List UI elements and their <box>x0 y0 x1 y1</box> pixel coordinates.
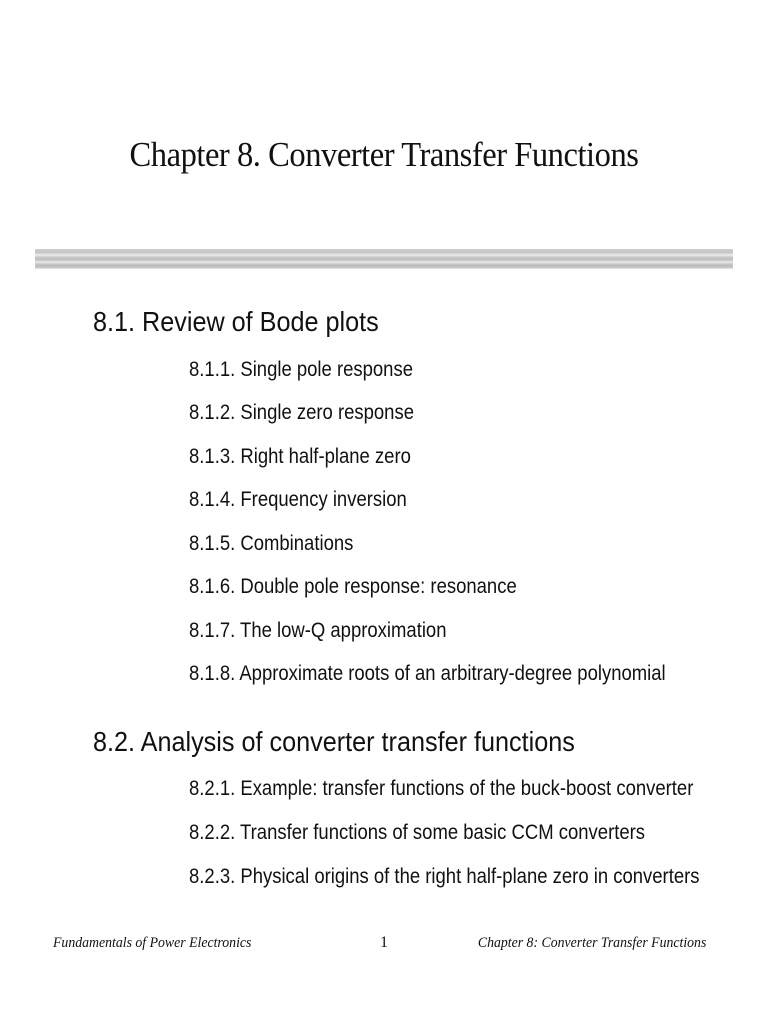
list-item: 8.2.3. Physical origins of the right half-plane zero in converters <box>189 865 700 888</box>
page-number: 1 <box>380 934 388 951</box>
list-item: 8.1.5. Combinations <box>189 532 354 555</box>
section-heading-8-2: 8.2. Analysis of converter transfer functions <box>93 726 575 757</box>
list-item: 8.2.1. Example: transfer functions of the buck-boost converter <box>189 777 694 800</box>
footer-book-title: Fundamentals of Power Electronics <box>53 935 252 951</box>
slide-title: Chapter 8. Converter Transfer Functions <box>129 135 639 174</box>
list-item: 8.1.7. The low-Q approximation <box>189 619 447 642</box>
list-item: 8.2.2. Transfer functions of some basic CCM converters <box>189 821 646 844</box>
footer-chapter-title: Chapter 8: Converter Transfer Functions <box>477 935 706 951</box>
list-item: 8.1.6. Double pole response: resonance <box>189 575 517 598</box>
list-item: 8.1.4. Frequency inversion <box>189 488 407 511</box>
list-item: 8.1.1. Single pole response <box>189 358 413 381</box>
list-item: 8.1.3. Right half-plane zero <box>189 445 411 468</box>
section-heading-8-1: 8.1. Review of Bode plots <box>93 306 379 337</box>
list-item: 8.1.2. Single zero response <box>189 401 414 424</box>
title-divider <box>35 249 733 269</box>
list-item: 8.1.8. Approximate roots of an arbitrary-degree polynomial <box>189 662 666 685</box>
